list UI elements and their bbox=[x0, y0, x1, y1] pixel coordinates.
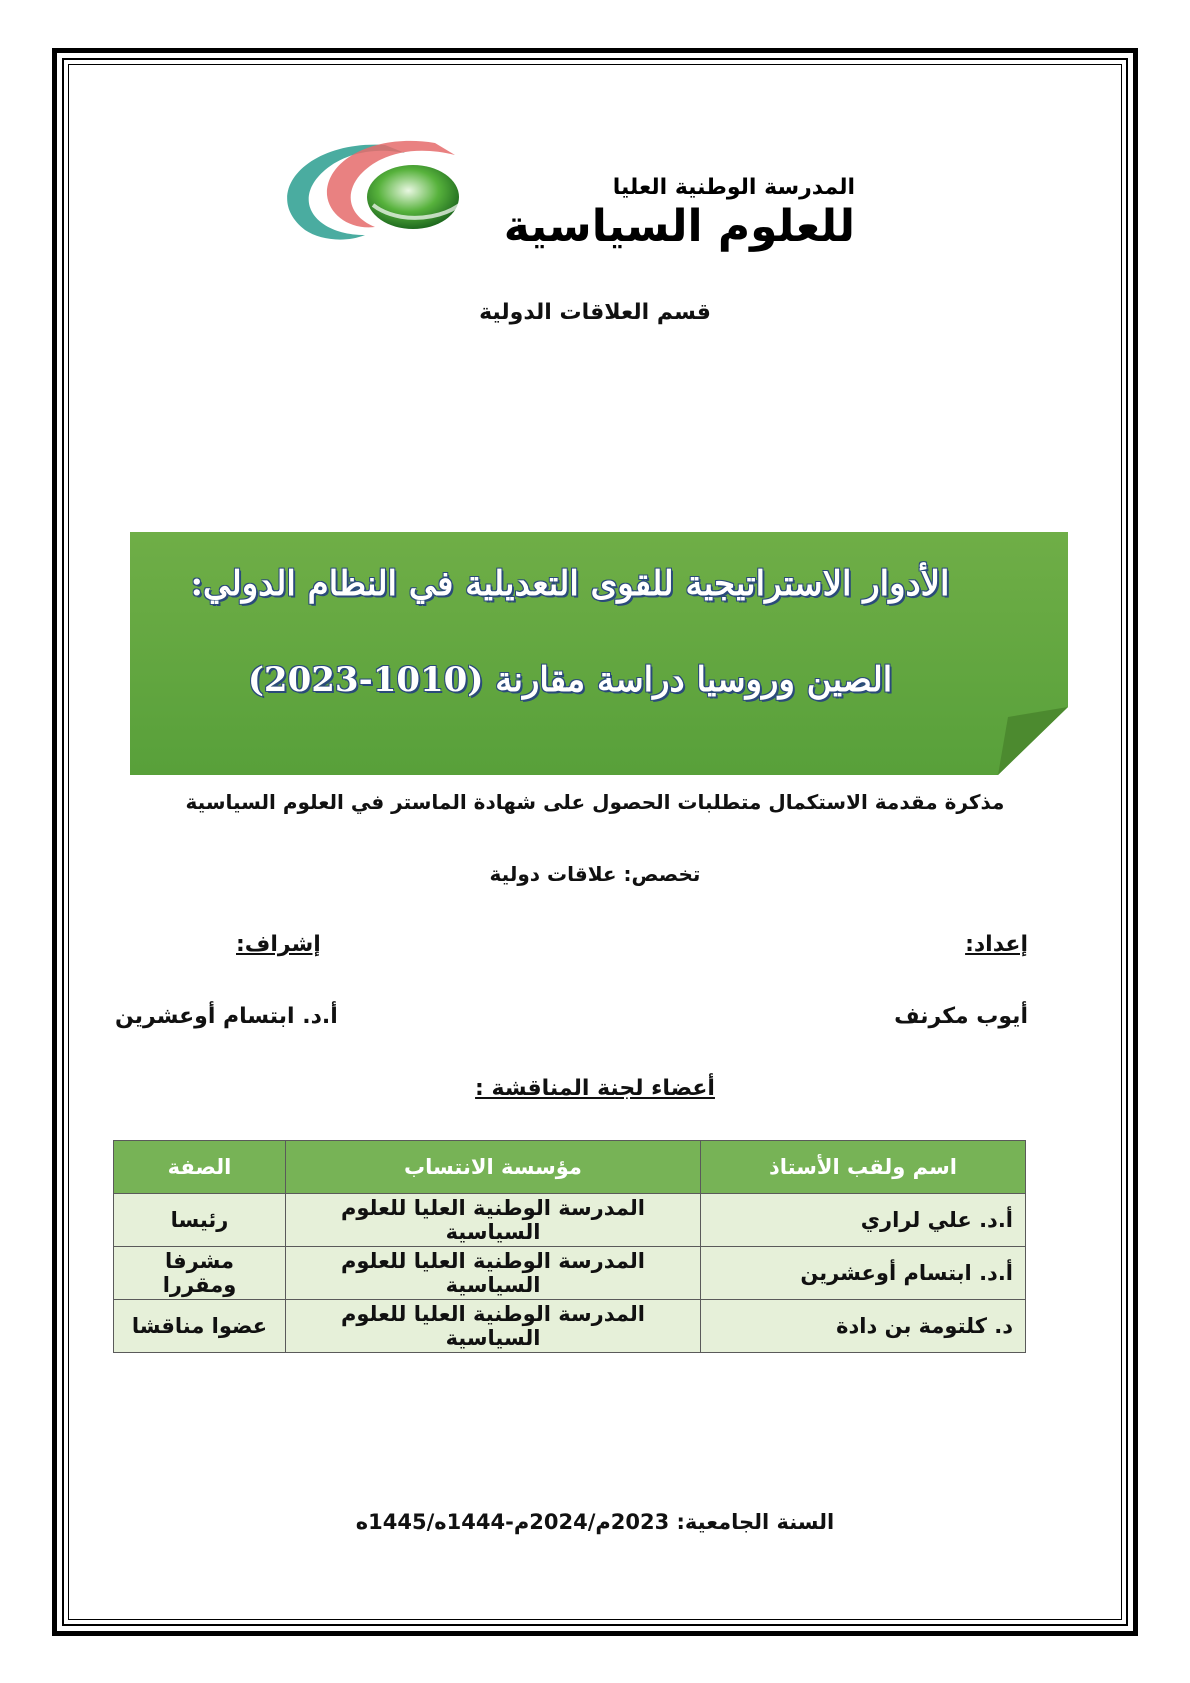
prepared-by-label: إعداد: bbox=[965, 932, 1028, 957]
committee-table bbox=[113, 1140, 1026, 1353]
academic-year: السنة الجامعية: 2023م/2024م-1444ه/1445ه bbox=[355, 1510, 835, 1534]
thesis-title-line2: الصين وروسيا دراسة مقارنة (1010-2023) bbox=[247, 660, 893, 700]
role: عضوا مناقشا bbox=[114, 1300, 286, 1353]
globe-swoosh-icon bbox=[265, 135, 525, 265]
institution: المدرسة الوطنية العليا للعلوم السياسية bbox=[286, 1194, 701, 1247]
institution: المدرسة الوطنية العليا للعلوم السياسية bbox=[286, 1300, 701, 1353]
supervised-by-label: إشراف: bbox=[236, 932, 321, 957]
committee-title bbox=[0, 1076, 1190, 1101]
supervisor-name: أ.د. ابتسام أوعشرين bbox=[115, 1004, 338, 1029]
department-name: قسم العلاقات الدولية bbox=[479, 300, 711, 325]
thesis-title-line1: الأدوار الاستراتيجية للقوى التعديلية في النظام الدولي: bbox=[190, 564, 950, 604]
professor-name: أ.د. ابتسام أوعشرين bbox=[701, 1247, 1026, 1300]
header-institution: مؤسسة الانتساب bbox=[286, 1141, 701, 1194]
professor-name: د. كلتومة بن دادة bbox=[701, 1300, 1026, 1353]
professor-name: أ.د. علي لراري bbox=[701, 1194, 1026, 1247]
logo-text-school: المدرسة الوطنية العليا bbox=[612, 175, 855, 200]
student-name: أيوب مكرنف bbox=[894, 1004, 1028, 1029]
school-logo bbox=[265, 135, 855, 265]
role: رئيسا bbox=[114, 1194, 286, 1247]
table-row bbox=[114, 1194, 1026, 1247]
table-row bbox=[114, 1247, 1026, 1300]
logo-text-political-sciences: للعلوم السياسية bbox=[503, 201, 855, 252]
table-header-row bbox=[114, 1141, 1026, 1194]
header-role: الصفة bbox=[114, 1141, 286, 1194]
role: مشرفا ومقررا bbox=[114, 1247, 286, 1300]
page-border-inner bbox=[68, 64, 1122, 1620]
institution: المدرسة الوطنية العليا للعلوم السياسية bbox=[286, 1247, 701, 1300]
table-row bbox=[114, 1300, 1026, 1353]
header-professor-name: اسم ولقب الأستاذ bbox=[701, 1141, 1026, 1194]
memo-description: مذكرة مقدمة الاستكمال متطلبات الحصول على شهادة الماستر في العلوم السياسية bbox=[185, 790, 1005, 814]
title-banner bbox=[130, 532, 1068, 775]
specialty: تخصص: علاقات دولية bbox=[489, 862, 701, 886]
committee-title-text: أعضاء لجنة المناقشة : bbox=[475, 1076, 715, 1101]
